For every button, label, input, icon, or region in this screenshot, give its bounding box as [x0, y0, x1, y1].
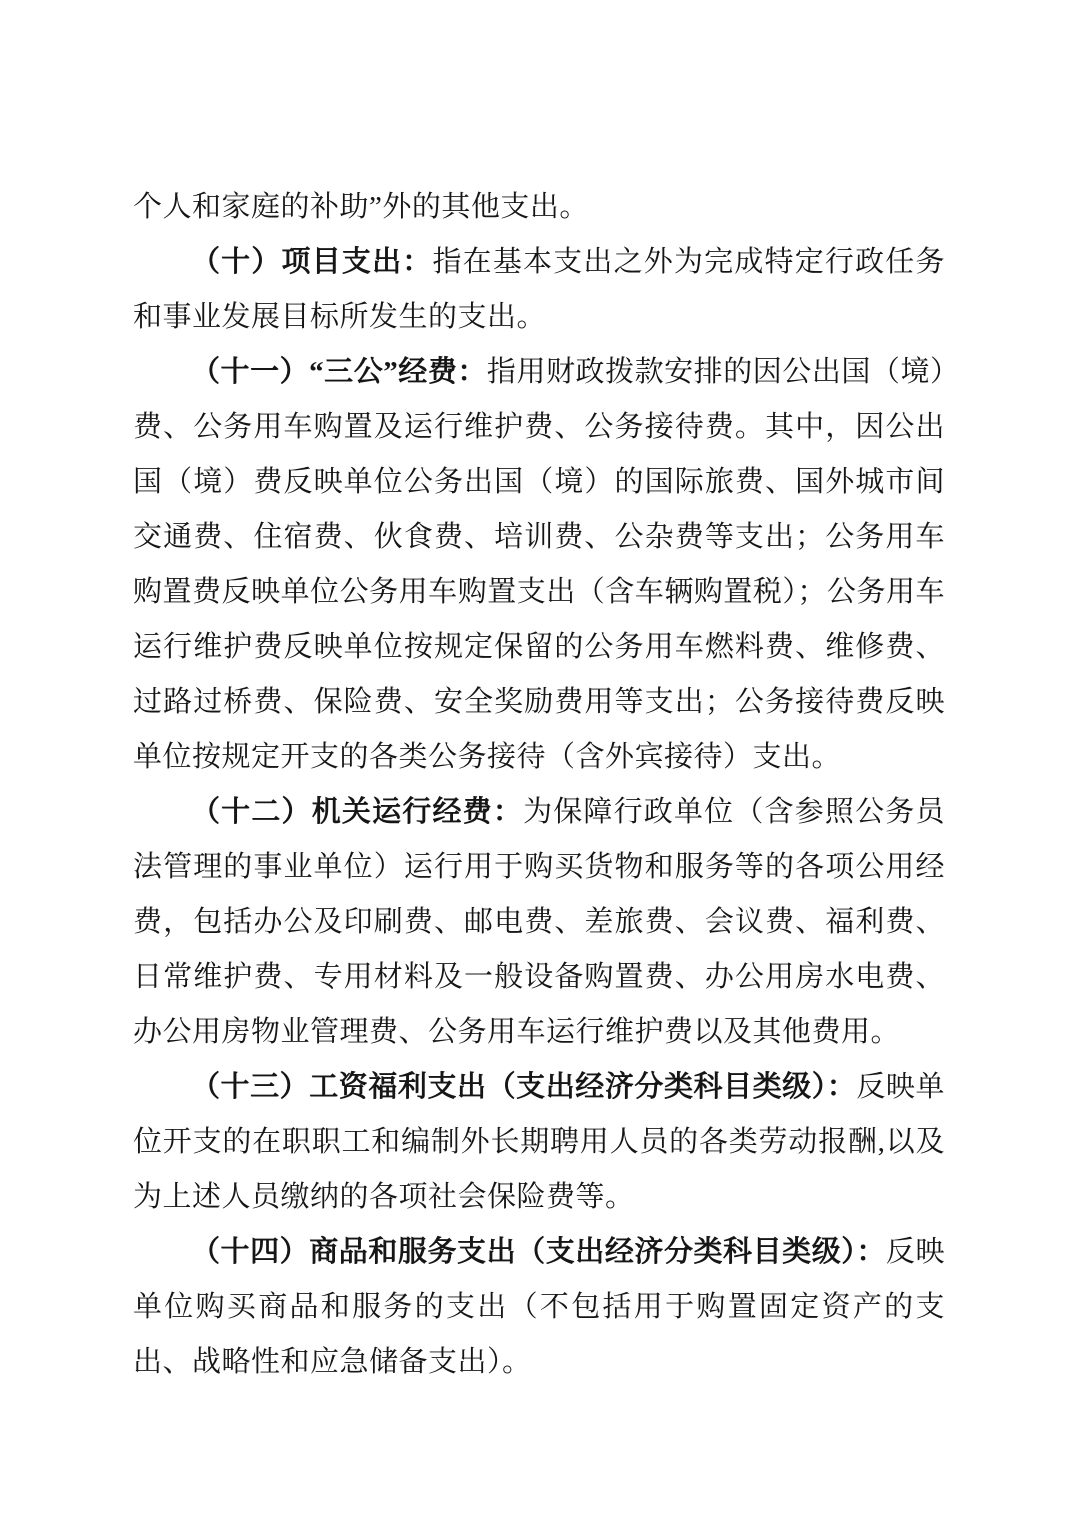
term-heading: （十）项目支出： [191, 246, 433, 278]
body-text: 反映单位购买商品和服务的支出（不包括用于购置固定资产的支出、战略性和应急储备支出）。 [133, 1236, 945, 1378]
body-text: 为保障行政单位（含参照公务员法管理的事业单位）运行用于购买货物和服务等的各项公用经费，包括办公及印刷费、邮电费、差旅费、会议费、福利费、日常维护费、专用材料及一般设备购置费、办公用房水电费、办公用房物业管理费、公务用车运行维护费以及其他费用。 [133, 796, 945, 1048]
paragraph [133, 180, 945, 235]
paragraph [133, 235, 945, 345]
body-text: 个人和家庭的补助”外的其他支出。 [133, 191, 589, 223]
body-text: 反映单位开支的在职职工和编制外长期聘用人员的各类劳动报酬,以及为上述人员缴纳的各项社会保险费等。 [133, 1071, 945, 1213]
paragraph [133, 785, 945, 1060]
term-heading: （十三）工资福利支出（支出经济分类科目类级）： [191, 1071, 857, 1103]
document-body [133, 180, 945, 1390]
term-heading: （十一）“三公”经费： [191, 356, 487, 388]
term-heading: （十四）商品和服务支出（支出经济分类科目类级）： [191, 1236, 886, 1268]
body-text: 指用财政拨款安排的因公出国（境）费、公务用车购置及运行维护费、公务接待费。其中，因公出国（境）费反映单位公务出国（境）的国际旅费、国外城市间交通费、住宿费、伙食费、培训费、公杂费等支出；公务用车购置费反映单位公务用车购置支出（含车辆购置税）；公务用车运行维护费反映单位按规定保留的公务用车燃料费、维修费、过路过桥费、保险费、安全奖励费用等支出；公务接待费反映单位按规定开支的各类公务接待（含外宾接待）支出。 [133, 356, 945, 773]
body-text: 指在基本支出之外为完成特定行政任务和事业发展目标所发生的支出。 [133, 246, 945, 333]
term-heading: （十二）机关运行经费： [191, 796, 524, 828]
paragraph [133, 1060, 945, 1225]
paragraph [133, 1225, 945, 1390]
paragraph [133, 345, 945, 785]
